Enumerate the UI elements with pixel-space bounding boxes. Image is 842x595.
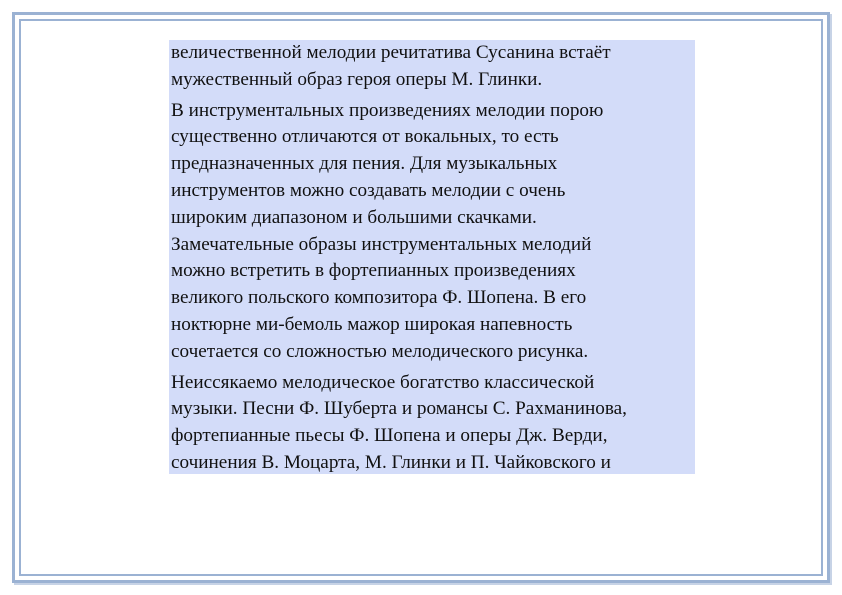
paragraph: Неиссякаемо мелодическое богатство классической музыки. Песни Ф. Шуберта и романсы С. Рахманинова, фортепианные пьесы Ф. Шопена и оперы Дж. Верди, сочинения В. Моцарта, М. Глинки и П. Чайковского и — [171, 371, 627, 473]
paragraph: В инструментальных произведениях мелодии порою существенно отличаются от вокальных, то есть предназначенных для пения. Для музыкальных инструментов можно создавать мелодии с очень широким диапазоном и большими скачками. Замечательные образы инструментальных мелодий можно встретить в фортепианных произведениях великого польского композитора Ф. Шопена. В его ноктюрне ми-бемоль мажор широкая напевность сочетается со сложностью мелодического рисунка. — [171, 99, 604, 362]
paragraph: величественной мелодии речитатива Сусанина встаёт мужественный образ героя оперы М. Глинки. — [171, 42, 611, 90]
text-block — [169, 40, 695, 474]
